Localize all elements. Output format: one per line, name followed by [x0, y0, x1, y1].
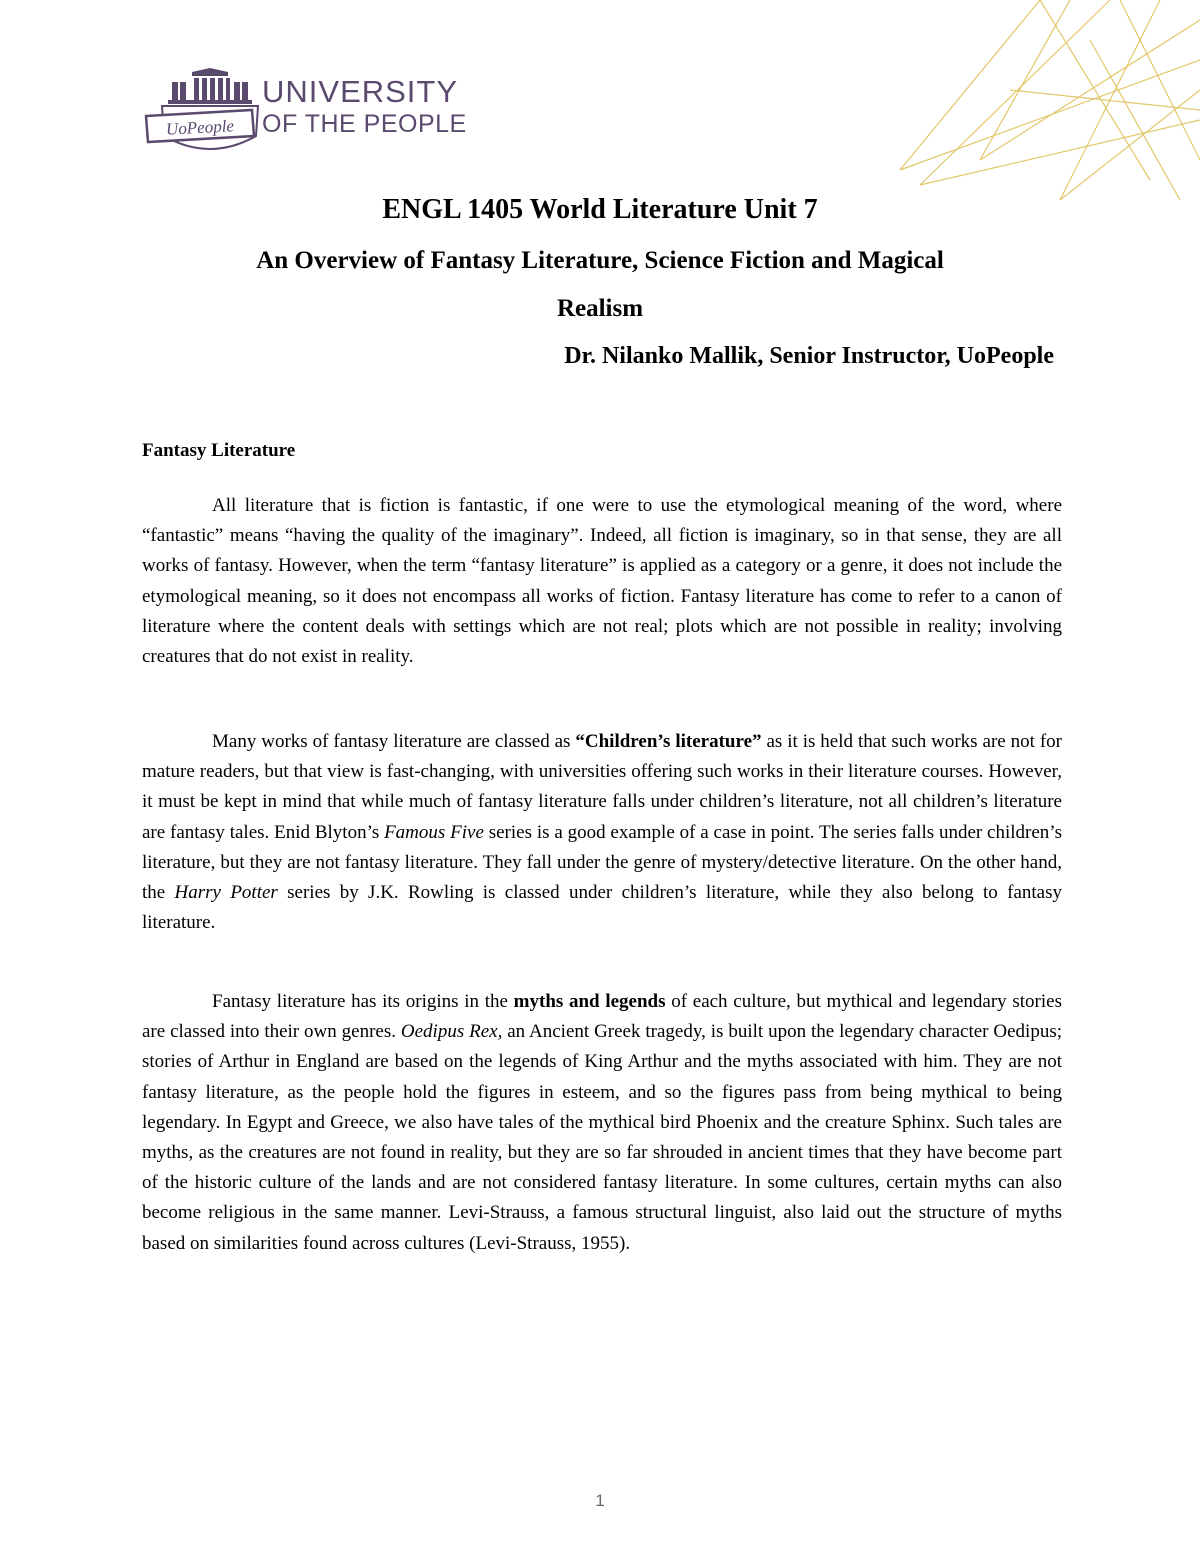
text-run: an Ancient Greek tragedy, is built upon the legendary character Oedipus; stories of Arthur in England are based on the legends of King Arthur and the myths associated with him. They are not fantasy literature, as the people hold the figures in esteem, and so the figures pass from being mythical to being legendary. In Egypt and Greece, we also have tales of the mythical bird Phoenix and the creature Sphinx. Such tales are myths, as the creatures are not found in reality, but they are so far shrouded in ancient times that they have become part of the historic culture of the lands and are not considered fantasy literature. In some cultures, certain myths can also become religious in the same manner. Levi-Strauss, a famous structural linguist, also laid out the structure of myths based on similarities found across cultures (Levi-Strauss, 1955).	[142, 1021, 1062, 1254]
page-number: 1	[595, 1491, 605, 1510]
course-title: ENGL 1405 World Literature Unit 7	[382, 194, 818, 225]
text-run: of each culture, but mythical and legendary stories are classed into their own genres.	[142, 991, 1062, 1043]
bold-term: “Children’s literature”	[575, 731, 762, 752]
bold-term: myths and legends	[513, 991, 666, 1012]
text-run: as it is held that such works are not for mature readers, but that view is fast-changing, with universities offering such works in their literature courses. However, it must be kept in mind that while much of fantasy literature falls under children’s literature, not all children’s literature are fantasy tales. Enid Blyton’s	[142, 731, 1063, 843]
text-run: series by J.K. Rowling is classed under children’s literature, while they also belong to fantasy literature.	[142, 882, 1062, 934]
text-run: Many works of fantasy literature are classed as	[212, 731, 576, 752]
logo-line-of-the-people: OF THE PEOPLE	[262, 110, 467, 138]
paragraph-text: All literature that is fiction is fantastic, if one were to use the etymological meaning of the word, where “fantastic” means “having the quality of the imaginary”. Indeed, all fiction is imaginary, so in that sense, they are all works of fantasy. However, when the term “fantasy literature” is applied as a category or a genre, it does not include the etymological meaning, so it does not encompass all works of fiction. Fantasy literature has come to refer to a canon of literature where the content deals with settings which are not real; plots which are not possible in reality; involving creatures that do not exist in reality.	[142, 495, 1062, 668]
paragraph-3	[142, 987, 1062, 1259]
work-title: Oedipus Rex,	[400, 1021, 503, 1043]
university-logo	[140, 66, 500, 166]
text-run: series is a good example of a case in point. The series falls under children’s literature, but they are not fantasy literature. They fall under the genre of mystery/detective literature. On the other hand, the	[142, 821, 1062, 904]
book-title: Harry Potter	[174, 882, 278, 904]
text-run: Fantasy literature has its origins in the	[212, 991, 514, 1012]
document-subtitle-line1: An Overview of Fantasy Literature, Science Fiction and Magical	[256, 247, 944, 274]
paragraph-text	[142, 727, 1062, 938]
section-heading: Fantasy Literature	[142, 440, 296, 461]
uopeople-crest-icon	[140, 66, 260, 166]
author-line: Dr. Nilanko Mallik, Senior Instructor, UoPeople	[564, 343, 1054, 369]
document-subtitle-line2: Realism	[556, 295, 644, 322]
logo-line-university: UNIVERSITY	[262, 74, 459, 109]
paragraph-1	[142, 491, 1062, 672]
decorative-lines	[860, 0, 1200, 200]
paragraph-2	[142, 727, 1062, 938]
logo-badge-text: UoPeople	[165, 116, 235, 139]
book-title: Famous Five	[384, 821, 484, 843]
paragraph-text	[142, 987, 1062, 1259]
